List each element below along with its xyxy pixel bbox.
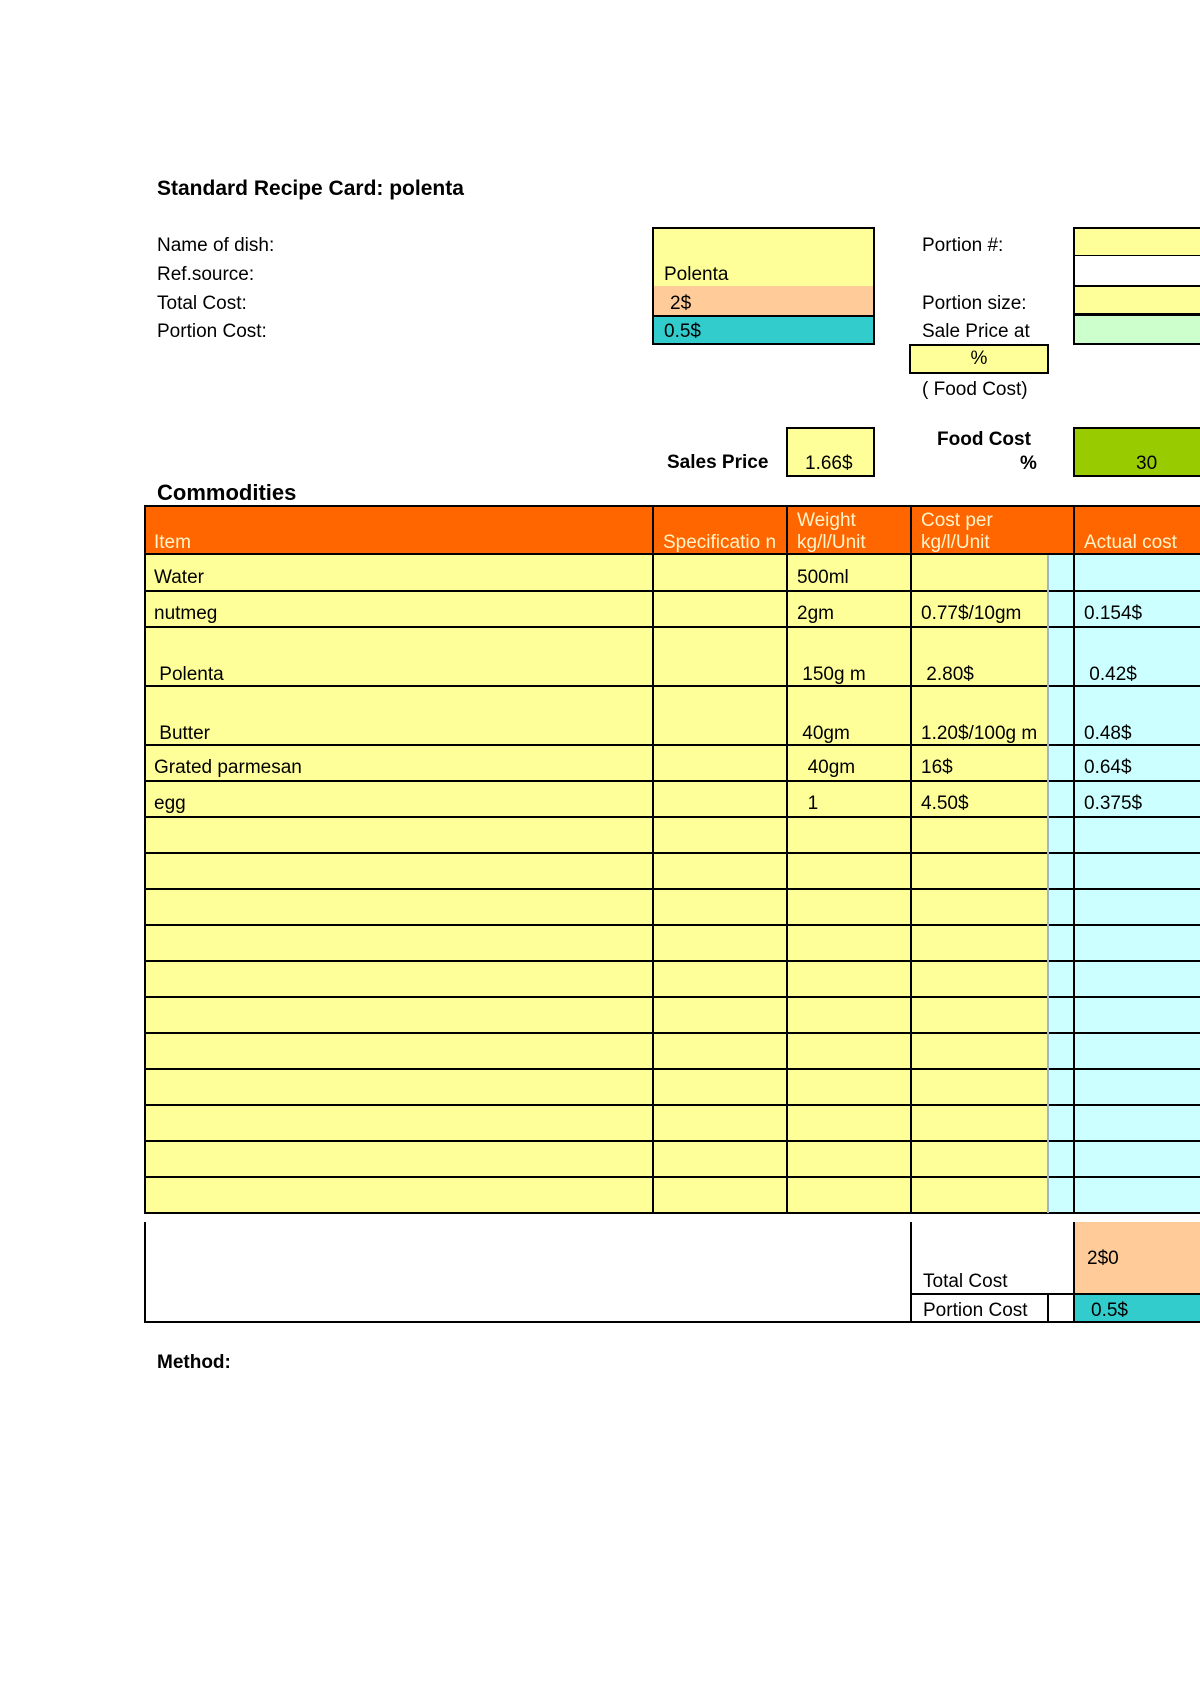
specification-cell[interactable] <box>653 961 787 997</box>
spacer-cell <box>1048 817 1074 853</box>
divider <box>144 505 146 1213</box>
spacer-cell <box>1048 853 1074 889</box>
header-item: Item <box>144 506 653 554</box>
actual-cost-cell[interactable] <box>1074 961 1200 997</box>
specification-cell[interactable] <box>653 889 787 925</box>
weight-cell[interactable] <box>787 627 911 686</box>
item-cell[interactable] <box>144 781 653 817</box>
header-specification: Specificatio n <box>653 506 787 554</box>
spacer-cell <box>1048 781 1074 817</box>
totals-area <box>144 1222 911 1322</box>
blank-input[interactable] <box>1073 256 1200 286</box>
divider <box>652 505 654 1213</box>
actual-cost-cell-text: 0.48$ <box>1084 723 1132 744</box>
method-label: Method: <box>157 1352 231 1373</box>
specification-cell[interactable] <box>653 627 787 686</box>
item-cell[interactable] <box>144 889 653 925</box>
divider <box>144 852 1200 854</box>
weight-cell-text: 1 <box>797 793 819 814</box>
weight-cell-text: 500ml <box>797 567 849 588</box>
table-portion-cost-label: Portion Cost <box>923 1300 1028 1321</box>
specification-cell[interactable] <box>653 591 787 627</box>
cost-per-cell[interactable] <box>911 1069 1048 1105</box>
weight-cell-text: 40gm <box>797 723 850 744</box>
specification-cell[interactable] <box>653 1033 787 1069</box>
weight-cell[interactable] <box>787 1177 911 1213</box>
divider <box>910 1222 912 1322</box>
divider <box>786 505 788 1213</box>
divider <box>1047 1294 1049 1322</box>
actual-cost-cell[interactable] <box>1074 1105 1200 1141</box>
spacer-cell <box>1048 925 1074 961</box>
actual-cost-cell[interactable] <box>1074 1177 1200 1213</box>
weight-cell[interactable] <box>787 555 911 591</box>
divider <box>1073 1222 1075 1322</box>
cost-per-cell-text: 1.20$/100g m <box>921 723 1038 744</box>
item-cell[interactable] <box>144 997 653 1033</box>
food-cost-value: 30 <box>1136 453 1158 474</box>
cost-per-cell[interactable] <box>911 853 1048 889</box>
specification-cell[interactable] <box>653 555 787 591</box>
cost-per-cell-text: 0.77$/10gm <box>921 603 1022 624</box>
spacer-cell <box>1048 889 1074 925</box>
specification-cell[interactable] <box>653 745 787 781</box>
cost-per-cell[interactable] <box>911 925 1048 961</box>
actual-cost-cell[interactable] <box>1074 853 1200 889</box>
cost-per-cell[interactable] <box>911 745 1048 781</box>
weight-cell[interactable] <box>787 997 911 1033</box>
cost-per-cell[interactable] <box>911 1105 1048 1141</box>
portion-cost-value: 0.5$ <box>664 321 701 342</box>
cost-per-cell[interactable] <box>911 1141 1048 1177</box>
ref-source-label: Ref.source: <box>157 264 255 285</box>
item-cell[interactable] <box>144 745 653 781</box>
item-cell[interactable] <box>144 1033 653 1069</box>
item-cell-text: Butter <box>154 723 210 744</box>
divider <box>144 816 1200 818</box>
divider <box>144 1212 1200 1214</box>
weight-cell[interactable] <box>787 817 911 853</box>
item-cell[interactable] <box>144 961 653 997</box>
cost-per-cell[interactable] <box>911 1177 1048 1213</box>
item-cell-text: egg <box>154 793 186 814</box>
actual-cost-cell[interactable] <box>1074 997 1200 1033</box>
divider <box>144 1068 1200 1070</box>
header-actual-cost: Actual cost <box>1074 506 1200 554</box>
item-cell[interactable] <box>144 925 653 961</box>
cost-per-cell[interactable] <box>911 961 1048 997</box>
total-cost-label: Total Cost: <box>157 293 247 314</box>
actual-cost-cell[interactable] <box>1074 1033 1200 1069</box>
weight-cell[interactable] <box>787 686 911 745</box>
table-total-cost-value: 2$0 <box>1087 1248 1119 1269</box>
actual-cost-cell[interactable] <box>1074 591 1200 627</box>
cost-per-cell-text: 4.50$ <box>921 793 969 814</box>
header-cost-per: Cost per kg/l/Unit <box>911 506 1074 554</box>
page-title: Standard Recipe Card: polenta <box>157 177 464 200</box>
cost-per-cell[interactable] <box>911 817 1048 853</box>
cost-per-cell-text: 16$ <box>921 757 953 778</box>
weight-cell[interactable] <box>787 961 911 997</box>
divider <box>144 685 1200 687</box>
weight-cell-text: 2gm <box>797 603 834 624</box>
food-cost-note: ( Food Cost) <box>922 379 1028 400</box>
item-cell[interactable] <box>144 1105 653 1141</box>
divider <box>144 924 1200 926</box>
item-cell[interactable] <box>144 627 653 686</box>
item-cell[interactable] <box>144 817 653 853</box>
weight-cell[interactable] <box>787 889 911 925</box>
spacer-cell <box>1048 1141 1074 1177</box>
portion-size-input[interactable] <box>1073 285 1200 315</box>
portion-number-label: Portion #: <box>922 235 1004 256</box>
cost-per-cell-text: 2.80$ <box>921 664 974 685</box>
sales-price-value: 1.66$ <box>805 453 853 474</box>
item-cell-text: Polenta <box>154 664 224 685</box>
actual-cost-cell[interactable] <box>1074 627 1200 686</box>
item-cell[interactable] <box>144 1069 653 1105</box>
item-cell-text: Grated parmesan <box>154 757 302 778</box>
specification-cell[interactable] <box>653 1177 787 1213</box>
divider <box>144 1032 1200 1034</box>
divider <box>144 553 1200 555</box>
actual-cost-cell[interactable] <box>1074 1069 1200 1105</box>
specification-cell[interactable] <box>653 817 787 853</box>
portion-size-label: Portion size: <box>922 293 1027 314</box>
divider <box>144 626 1200 628</box>
item-cell[interactable] <box>144 591 653 627</box>
specification-cell[interactable] <box>653 1105 787 1141</box>
cost-per-cell[interactable] <box>911 555 1048 591</box>
specification-cell[interactable] <box>653 853 787 889</box>
sale-price-at-label: Sale Price at <box>922 321 1030 342</box>
item-cell[interactable] <box>144 686 653 745</box>
cost-per-cell[interactable] <box>911 627 1048 686</box>
spacer-cell <box>1048 997 1074 1033</box>
cost-per-cell[interactable] <box>911 781 1048 817</box>
weight-cell-text: 150g m <box>797 664 866 685</box>
spacer-cell <box>1048 686 1074 745</box>
specification-cell[interactable] <box>653 781 787 817</box>
divider <box>652 315 875 317</box>
item-cell[interactable] <box>144 555 653 591</box>
divider <box>144 744 1200 746</box>
spacer-cell <box>1048 555 1074 591</box>
spacer-cell <box>1048 1177 1074 1213</box>
divider <box>144 960 1200 962</box>
specification-cell[interactable] <box>653 1141 787 1177</box>
name-of-dish-label: Name of dish: <box>157 235 275 256</box>
specification-cell[interactable] <box>653 925 787 961</box>
sale-price-input[interactable] <box>1073 314 1200 345</box>
actual-cost-cell[interactable] <box>1074 781 1200 817</box>
commodities-heading: Commodities <box>157 480 297 505</box>
item-cell-text: Water <box>154 567 204 588</box>
weight-cell[interactable] <box>787 925 911 961</box>
weight-cell-text: 40gm <box>797 757 856 778</box>
divider <box>144 780 1200 782</box>
weight-cell[interactable] <box>787 591 911 627</box>
header-weight: Weight kg/l/Unit <box>787 506 911 554</box>
weight-cell[interactable] <box>787 1105 911 1141</box>
table-portion-cost-value: 0.5$ <box>1091 1300 1128 1321</box>
divider <box>144 1176 1200 1178</box>
actual-cost-cell[interactable] <box>1074 889 1200 925</box>
divider <box>1073 505 1075 1213</box>
weight-cell[interactable] <box>787 745 911 781</box>
cost-per-cell[interactable] <box>911 1033 1048 1069</box>
cost-per-cell[interactable] <box>911 997 1048 1033</box>
spacer-cell <box>1048 591 1074 627</box>
divider <box>144 1321 1200 1323</box>
spacer-cell <box>1048 961 1074 997</box>
spacer-cell <box>1048 745 1074 781</box>
spacer-cell <box>1048 1069 1074 1105</box>
percent-sign: % <box>970 348 988 369</box>
actual-cost-cell[interactable] <box>1074 555 1200 591</box>
actual-cost-cell-text: 0.42$ <box>1084 664 1137 685</box>
specification-cell[interactable] <box>653 1069 787 1105</box>
cost-per-cell[interactable] <box>911 686 1048 745</box>
divider <box>910 1293 1200 1295</box>
actual-cost-cell[interactable] <box>1074 745 1200 781</box>
weight-cell[interactable] <box>787 1033 911 1069</box>
weight-cell[interactable] <box>787 1141 911 1177</box>
actual-cost-cell[interactable] <box>1074 817 1200 853</box>
divider <box>144 1140 1200 1142</box>
actual-cost-cell-text: 0.154$ <box>1084 603 1143 624</box>
actual-cost-cell[interactable] <box>1074 925 1200 961</box>
food-cost-percent-sign: % <box>1020 453 1037 474</box>
divider <box>144 1104 1200 1106</box>
divider <box>144 590 1200 592</box>
weight-cell[interactable] <box>787 853 911 889</box>
divider <box>144 505 1200 507</box>
spacer-cell <box>1048 1105 1074 1141</box>
weight-cell[interactable] <box>787 781 911 817</box>
food-cost-label: Food Cost <box>937 429 1031 450</box>
item-cell-text: nutmeg <box>154 603 218 624</box>
weight-cell[interactable] <box>787 1069 911 1105</box>
divider <box>144 1222 146 1323</box>
divider <box>1047 555 1049 1213</box>
table-total-cost-label: Total Cost <box>923 1271 1008 1292</box>
cost-per-cell[interactable] <box>911 889 1048 925</box>
divider <box>910 505 912 1213</box>
actual-cost-cell-text: 0.64$ <box>1084 757 1132 778</box>
sales-price-label: Sales Price <box>667 452 769 473</box>
specification-cell[interactable] <box>653 686 787 745</box>
actual-cost-cell[interactable] <box>1074 686 1200 745</box>
cost-per-cell[interactable] <box>911 591 1048 627</box>
actual-cost-cell[interactable] <box>1074 1141 1200 1177</box>
item-cell[interactable] <box>144 1177 653 1213</box>
item-cell[interactable] <box>144 853 653 889</box>
actual-cost-cell-text: 0.375$ <box>1084 793 1143 814</box>
item-cell[interactable] <box>144 1141 653 1177</box>
spacer-cell <box>1048 627 1074 686</box>
portion-number-input[interactable] <box>1073 227 1200 257</box>
specification-cell[interactable] <box>653 997 787 1033</box>
ref-source-value: Polenta <box>664 264 729 285</box>
divider <box>144 888 1200 890</box>
divider <box>144 996 1200 998</box>
portion-cost-label: Portion Cost: <box>157 321 267 342</box>
spacer-cell <box>1048 1033 1074 1069</box>
total-cost-value: 2$ <box>670 293 692 314</box>
